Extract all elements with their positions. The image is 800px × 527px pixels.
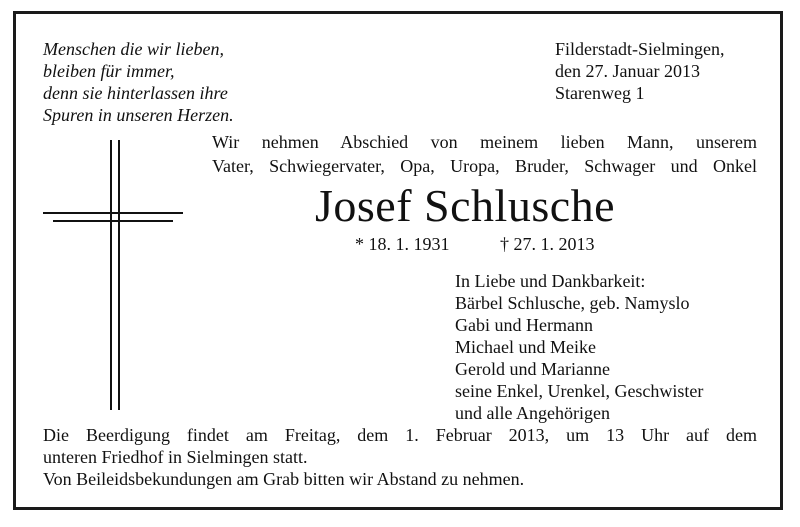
cross-icon <box>43 140 188 410</box>
mourner-line: seine Enkel, Urenkel, Geschwister <box>455 381 704 401</box>
address-line: Starenweg 1 <box>555 83 645 103</box>
mourners-heading: In Liebe und Dankbarkeit: <box>455 271 646 291</box>
death-date: † 27. 1. 2013 <box>500 234 595 254</box>
poem-line: denn sie hinterlassen ihre <box>43 83 228 103</box>
funeral-line: Die Beerdigung findet am Freitag, dem 1. Februar 2013, um 13 Uhr auf dem <box>43 425 757 445</box>
mourners-list <box>455 270 703 424</box>
poem-line: bleiben für immer, <box>43 61 175 81</box>
mourner-line: Michael und Meike <box>455 337 596 357</box>
mourner-line: und alle Angehörigen <box>455 403 610 423</box>
memorial-poem <box>43 38 234 126</box>
birth-date: * 18. 1. 1931 <box>355 234 450 254</box>
mourner-line: Gabi und Hermann <box>455 315 593 335</box>
poem-line: Menschen die wir lieben, <box>43 39 224 59</box>
funeral-line: unteren Friedhof in Sielmingen statt. <box>43 447 308 467</box>
intro-line: Vater, Schwiegervater, Opa, Uropa, Bruder, Schwager und Onkel <box>212 156 757 176</box>
place-and-date <box>555 38 724 104</box>
poem-line: Spuren in unseren Herzen. <box>43 105 234 125</box>
place-line: Filderstadt-Sielmingen, <box>555 39 725 59</box>
deceased-name: Josef Schlusche <box>315 180 616 231</box>
mourner-line: Gerold und Marianne <box>455 359 610 379</box>
date-line: den 27. Januar 2013 <box>555 61 700 81</box>
mourner-line: Bärbel Schlusche, geb. Namyslo <box>455 293 690 313</box>
funeral-info <box>43 424 757 490</box>
condolence-note: Von Beileidsbekundungen am Grab bitten wir Abstand zu nehmen. <box>43 469 525 489</box>
intro-line: Wir nehmen Abschied von meinem lieben Mann, unserem <box>212 132 757 152</box>
life-dates <box>355 233 595 255</box>
farewell-intro <box>212 130 757 178</box>
